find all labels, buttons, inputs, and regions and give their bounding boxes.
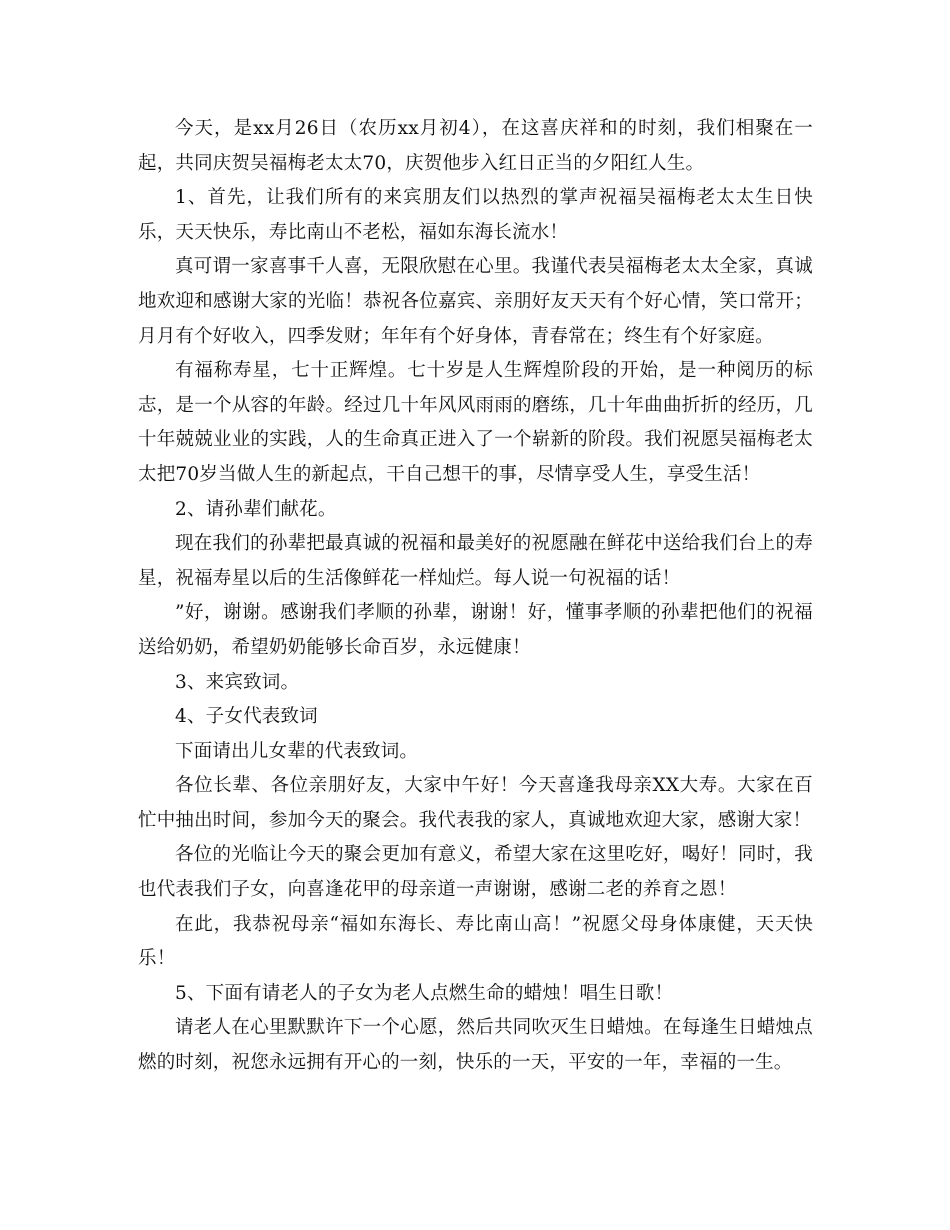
paragraph-seventy: 有福称寿星，七十正辉煌。七十岁是人生辉煌阶段的开始，是一种阅历的标志，是一个从容的年龄。经过几十年风风雨雨的磨练，几十年曲曲折折的经历，几十年兢兢业业的实践，人的生命真正进入了一个崭新的阶段。我们祝愿吴福梅老太太把70岁当做人生的新起点，干自己想干的事，尽情享受人生，享受生活！ bbox=[138, 360, 813, 485]
paragraph-thanks-grandchildren: ”好，谢谢。感谢我们孝顺的孙辈，谢谢！好，懂事孝顺的孙辈把他们的祝福送给奶奶，希望奶奶能够长命百岁，永远健康！ bbox=[138, 602, 813, 658]
document-body bbox=[138, 112, 813, 1081]
paragraph-blessing: 在此，我恭祝母亲“福如东海长、寿比南山高！”祝愿父母身体康健，天天快乐！ bbox=[138, 913, 813, 970]
paragraph-item-5: 5、下面有请老人的子女为老人点燃生命的蜡烛！唱生日歌！ bbox=[175, 982, 674, 1004]
paragraph-children-intro: 下面请出儿女辈的代表致词。 bbox=[175, 740, 419, 762]
paragraph-item-2: 2、请孙辈们献花。 bbox=[175, 498, 337, 520]
paragraph-item-3: 3、来宾致词。 bbox=[175, 671, 300, 693]
paragraph-item-4: 4、子女代表致词 bbox=[175, 706, 318, 728]
paragraph-flowers: 现在我们的孙辈把最真诚的祝福和最美好的祝愿融在鲜花中送给我们台上的寿星，祝福寿星以后的生活像鲜花一样灿烂。每人说一句祝福的话！ bbox=[138, 533, 813, 589]
paragraph-children-speech-1: 各位长辈、各位亲朋好友，大家中午好！今天喜逢我母亲XX大寿。大家在百忙中抽出时间，参加今天的聚会。我代表我的家人，真诚地欢迎大家，感谢大家！ bbox=[138, 775, 813, 831]
paragraph-candles: 请老人在心里默默许下一个心愿，然后共同吹灭生日蜡烛。在每逢生日蜡烛点燃的时刻，祝您永远拥有开心的一刻，快乐的一天，平安的一年，幸福的一生。 bbox=[138, 1017, 813, 1074]
paragraph-children-speech-2: 各位的光临让今天的聚会更加有意义，希望大家在这里吃好，喝好！同时，我也代表我们子女，向喜逢花甲的母亲道一声谢谢，感谢二老的养育之恩！ bbox=[138, 844, 813, 901]
paragraph-family-thanks: 真可谓一家喜事千人喜，无限欣慰在心里。我谨代表吴福梅老太太全家，真诚地欢迎和感谢大家的光临！恭祝各位嘉宾、亲朋好友天天有个好心情，笑口常开；月月有个好收入，四季发财；年年有个好身体，青春常在；终生有个好家庭。 bbox=[138, 256, 813, 347]
paragraph-opening: 今天，是xx月26日（农历xx月初4），在这喜庆祥和的时刻，我们相聚在一起，共同庆贺吴福梅老太太70，庆贺他步入红日正当的夕阳红人生。 bbox=[138, 118, 813, 174]
paragraph-item-1: 1、首先，让我们所有的来宾朋友们以热烈的掌声祝福吴福梅老太太生日快乐，天天快乐，寿比南山不老松，福如东海长流水！ bbox=[138, 187, 813, 243]
